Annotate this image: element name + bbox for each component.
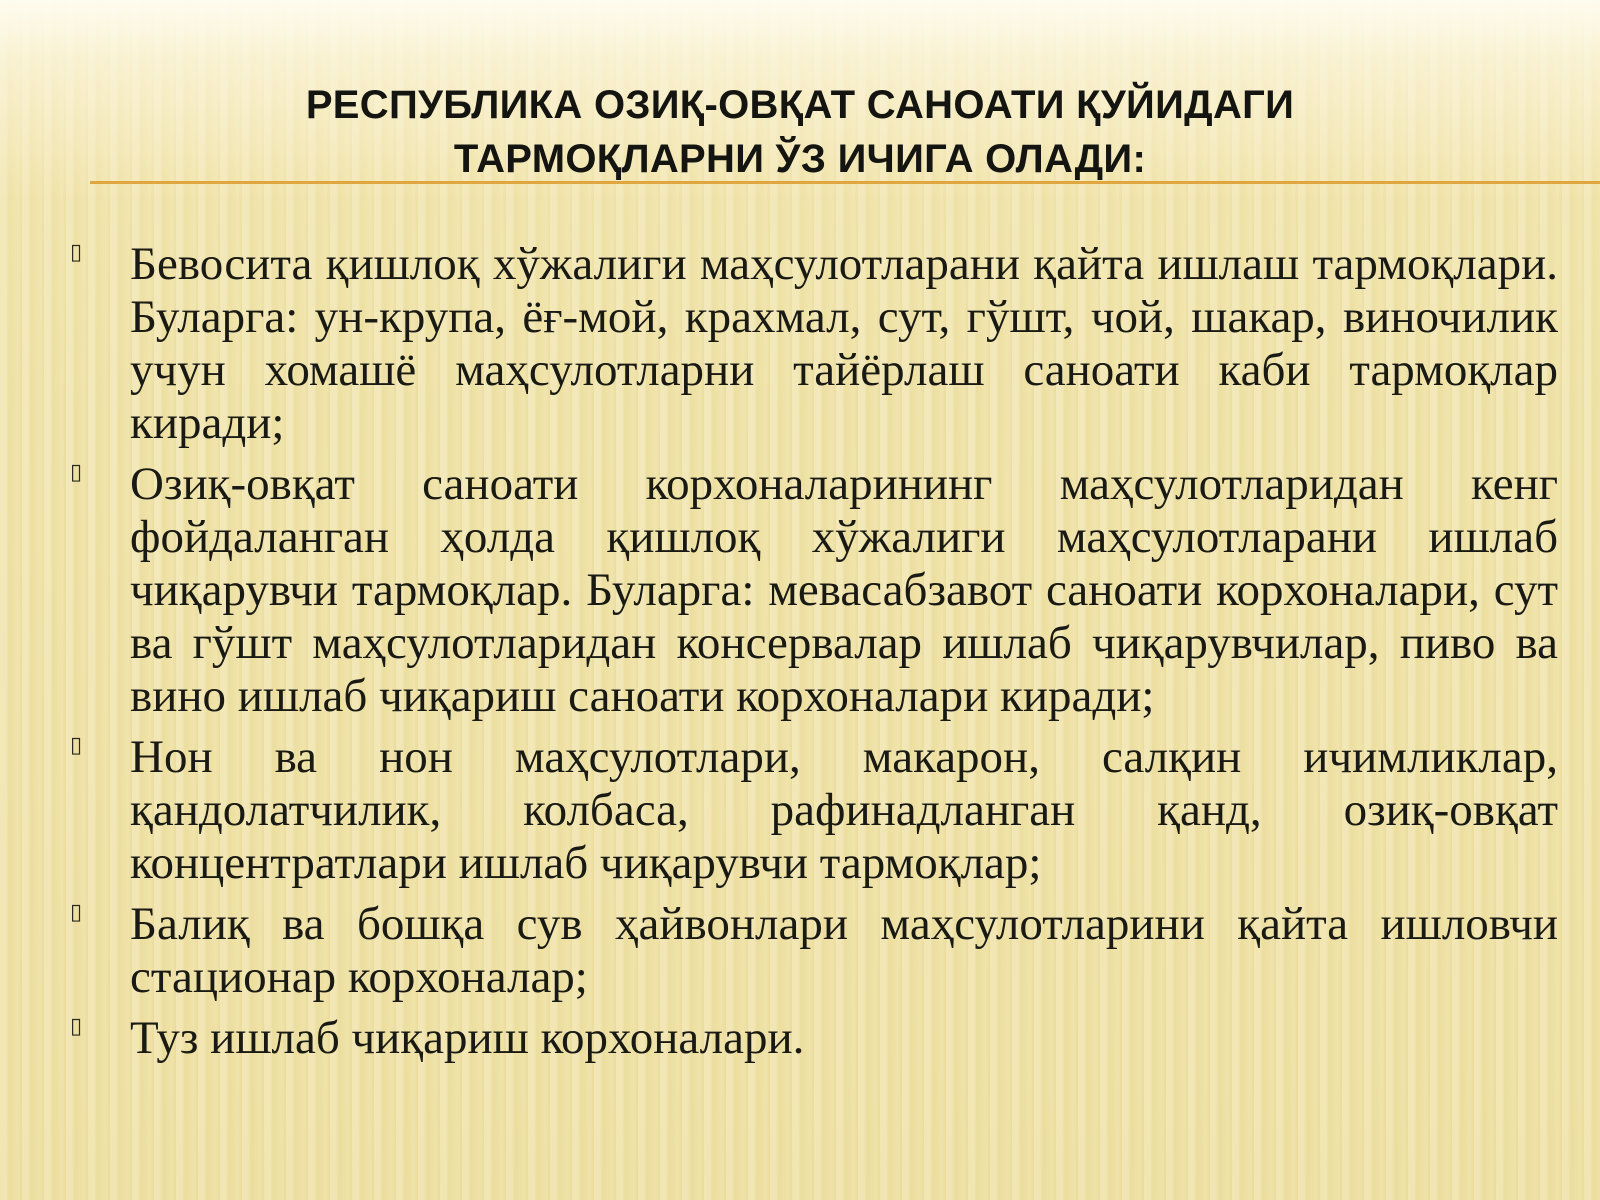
title-line-2: ТАРМОҚЛАРНИ ЎЗ ИЧИГА ОЛАДИ: bbox=[453, 137, 1147, 181]
list-item bbox=[70, 238, 1558, 450]
bullet-marker-icon: ▯ bbox=[70, 460, 83, 485]
list-item-text: Балиқ ва бошқа сув ҳайвонлари маҳсулотларини қайта ишловчи стационар корхоналар; bbox=[130, 898, 1558, 1003]
title-underline bbox=[90, 181, 1600, 184]
list-item-text: Озиқ-овқат саноати корхоналарининг маҳсулотларидан кенг фойдаланган ҳолда қишлоқ хўжалиги маҳсулотларани ишлаб чиқарувчи тармоқлар. Буларга: мевасабзавот саноати корхоналари, сут ва гўшт маҳсулотларидан консервалар ишлаб чиқарувчилар, пиво ва вино ишлаб чиқариш саноати корхоналари киради; bbox=[130, 458, 1558, 722]
list-item bbox=[70, 898, 1558, 1004]
bullet-marker-icon: ▯ bbox=[70, 240, 83, 265]
title-line-1: РЕСПУБЛИКА ОЗИҚ-ОВҚАТ САНОАТИ ҚУЙИДАГИ bbox=[305, 83, 1295, 127]
bullet-marker-icon: ▯ bbox=[70, 733, 83, 758]
bullet-marker-icon: ▯ bbox=[70, 900, 83, 925]
slide-title bbox=[150, 78, 1450, 186]
list-item bbox=[70, 458, 1558, 723]
bullet-list bbox=[70, 238, 1558, 1073]
list-item-text: Туз ишлаб чиқариш корхоналари. bbox=[130, 1012, 805, 1064]
bullet-marker-icon: ▯ bbox=[70, 1014, 83, 1039]
list-item bbox=[70, 731, 1558, 890]
list-item bbox=[70, 1012, 1558, 1065]
list-item-text: Бевосита қишлоқ хўжалиги маҳсулотларани қайта ишлаш тармоқлари. Буларга: ун-крупа, ёғ-мой, крахмал, сут, гўшт, чой, шакар, виночилик учун хомашё маҳсулотларни тайёрлаш саноати каби тармоқлар киради; bbox=[130, 238, 1558, 449]
list-item-text: Нон ва нон маҳсулотлари, макарон, салқин ичимликлар, қандолатчилик, колбаса, рафинадланган қанд, озиқ-овқат концентратлари ишлаб чиқарувчи тармоқлар; bbox=[130, 731, 1558, 889]
